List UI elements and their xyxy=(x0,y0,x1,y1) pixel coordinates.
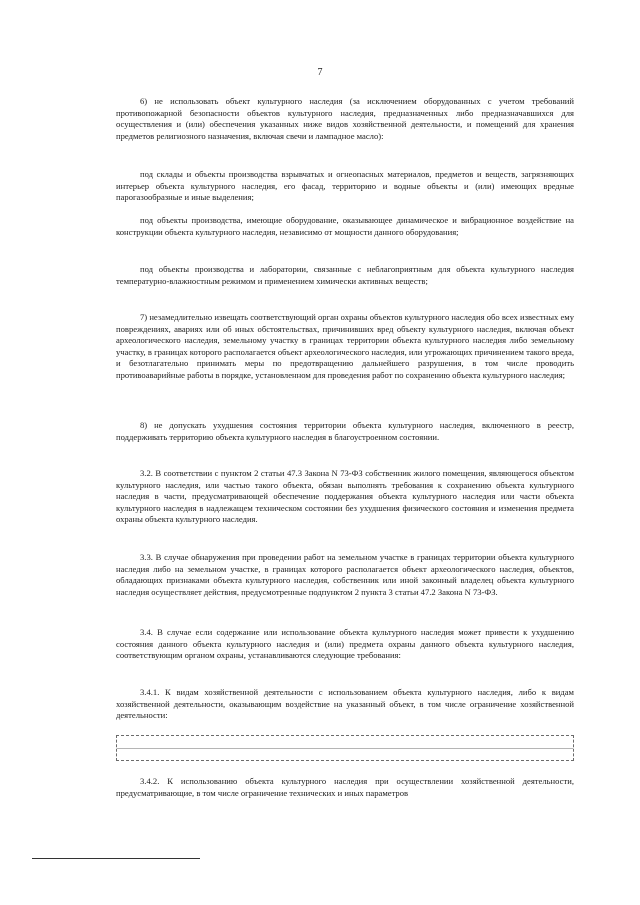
page-number: 7 xyxy=(317,67,323,78)
paragraph-section-3-3: 3.3. В случае обнаружения при проведении работ на земельном участке в границах территории объекта культурного наследия либо на земельном участке, в границах которого располагается объект археологического наследия, объектов, обладающих признаками объекта культурного наследия, собственник или иной законный владелец объекта культурного наследия осуществляет действия, предусмотренные подпунктом 2 пункта 3 статьи 47.2 Закона N 73-ФЗ. xyxy=(116,552,574,597)
paragraph-section-3-2: 3.2. В соответствии с пунктом 2 статьи 47.3 Закона N 73-ФЗ собственник жилого помещения, являющегося объектом культурного наследия, или частью такого объекта, обязан выполнять требования к сохранению объекта культурного наследия в части, предусматривающей обеспечение поддержания объекта культурного наследия или части объекта культурного наследия в надлежащем техническом состоянии без ухудшения физического состояния и изменения предмета охраны объекта культурного наследия. xyxy=(116,468,574,525)
paragraph-item-6: 6) не использовать объект культурного наследия (за исключением оборудованных с учетом требований противопожарной безопасности объектов культурного наследия, предназначенных либо предназначавшихся для осуществления и (или) обеспечения указанных ниже видов хозяйственной деятельности, и помещений для хранения предметов религиозного назначения, включая свечи и лампадное масло): xyxy=(116,96,574,141)
paragraph-laboratories: под объекты производства и лаборатории, связанные с неблагоприятным для объекта культурного наследия температурно-влажностным режимом и применением химически активных веществ; xyxy=(116,264,574,286)
paragraph-explosives-warehouses: под склады и объекты производства взрывчатых и огнеопасных материалов, предметов и веществ, загрязняющих интерьер объекта культурного наследия, его фасад, территорию и водные объекты и (или) имеющих вредные парогазообразные и иные выделения; xyxy=(116,169,574,203)
table-divider xyxy=(117,748,573,749)
paragraph-section-3-4: 3.4. В случае если содержание или использование объекта культурного наследия может привести к ухудшению состояния данного объекта культурного наследия и (или) предмета охраны данного объекта культурного наследия, соответствующим органом охраны, устанавливаются следующие требования: xyxy=(116,627,574,661)
paragraph-section-3-4-2: 3.4.2. К использованию объекта культурного наследия при осуществлении хозяйственной деятельности, предусматривающие, в том числе ограничение технических и иных параметров xyxy=(116,776,574,798)
paragraph-item-7: 7) незамедлительно извещать соответствующий орган охраны объектов культурного наследия обо всех известных ему повреждениях, авариях или об иных обстоятельствах, причинивших вред объекту культурного наследия, включая объект археологического наследия, земельному участку в границах территории объекта культурного наследия либо земельному участку, в границах которого располагается объект археологического наследия, или угрожающих причинением такого вреда, и безотлагательно принимать меры по предотвращению дальнейшего разрушения, в том числе проводить противоаварийные работы в порядке, установленном для проведения работ по сохранению объекта культурного наследия; xyxy=(116,312,574,380)
paragraph-section-3-4-1: 3.4.1. К видам хозяйственной деятельности с использованием объекта культурного наследия, либо к видам хозяйственной деятельности, оказывающим воздействие на указанный объект, в том числе ограничение хозяйственной деятельности: xyxy=(116,687,574,721)
footnote-separator xyxy=(32,858,200,859)
paragraph-item-8: 8) не допускать ухудшения состояния территории объекта культурного наследия, включенного в реестр, поддерживать территорию объекта культурного наследия в благоустроенном состоянии. xyxy=(116,420,574,442)
empty-requirements-table xyxy=(116,735,574,761)
paragraph-vibration-production: под объекты производства, имеющие оборудование, оказывающее динамическое и вибрационное воздействие на конструкции объекта культурного наследия, независимо от мощности данного оборудования; xyxy=(116,215,574,237)
